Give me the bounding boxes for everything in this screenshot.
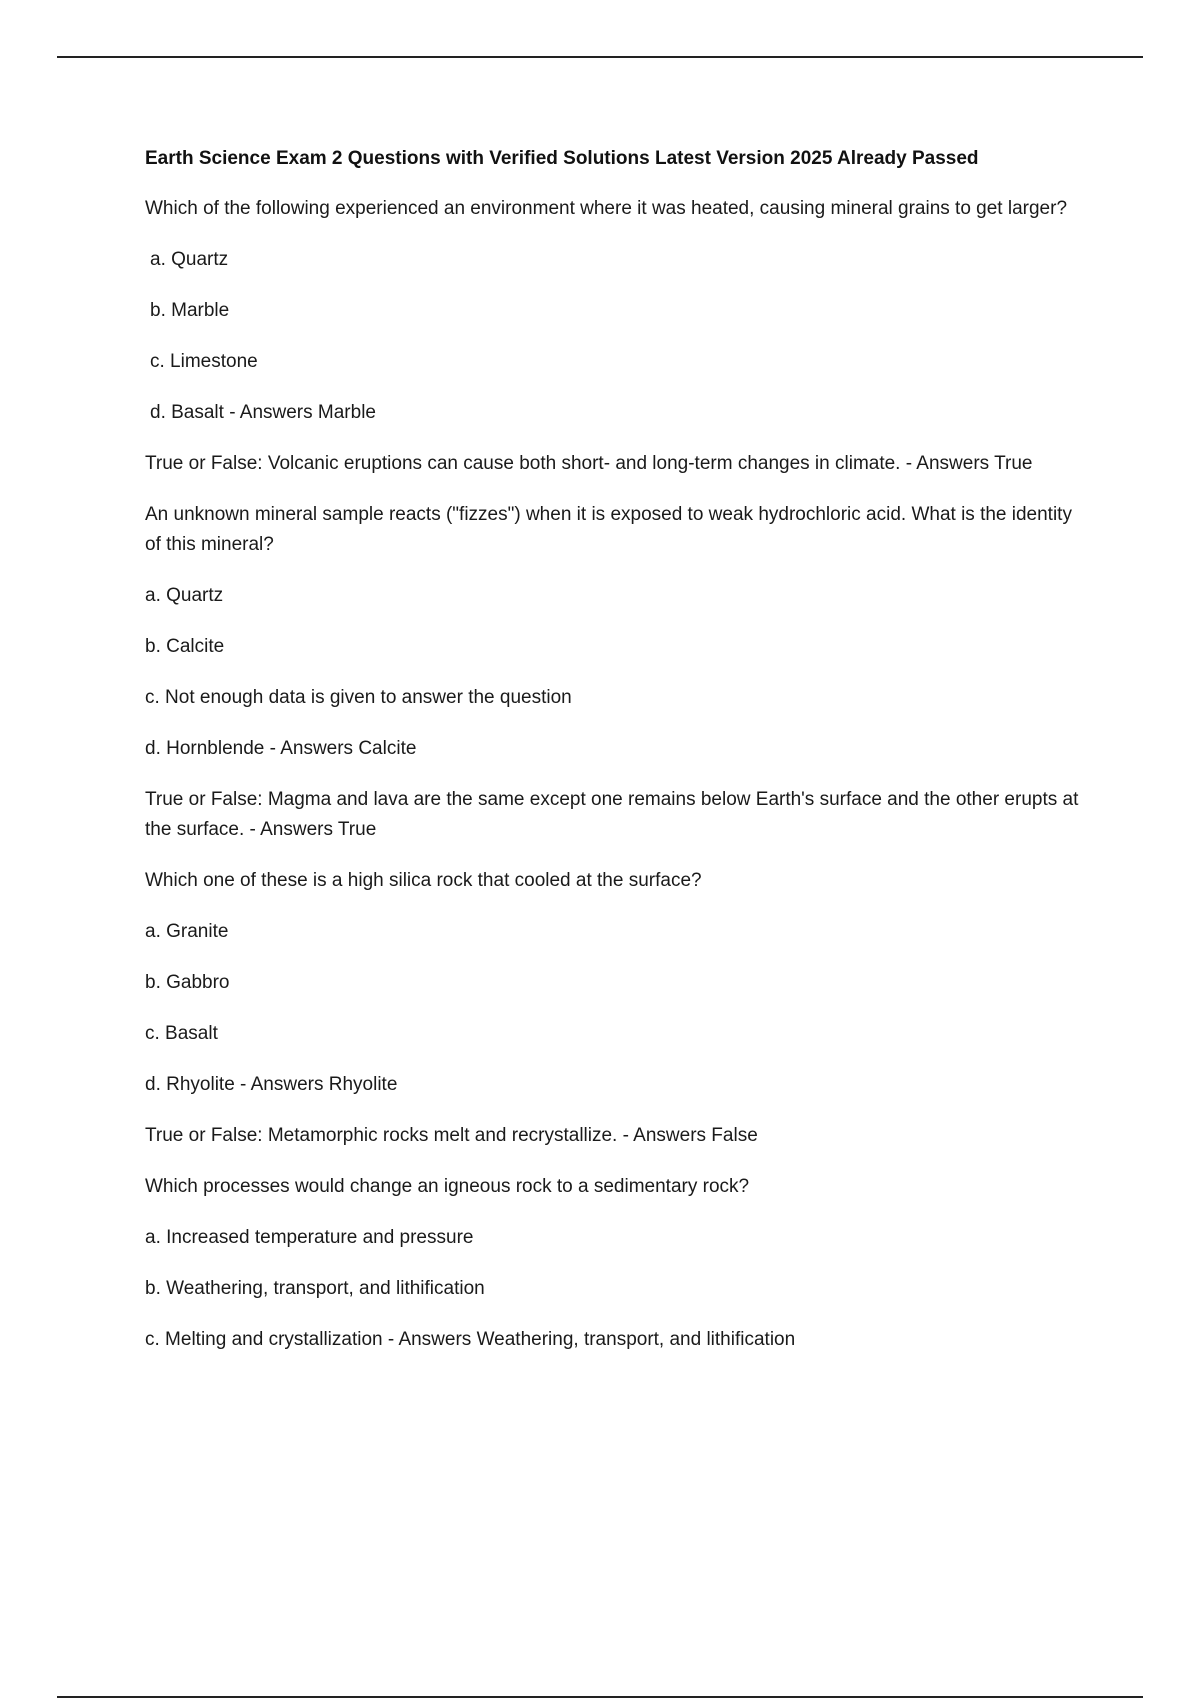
answer-option: b. Marble <box>150 300 230 321</box>
question-text: Which processes would change an igneous rock to a sedimentary rock? <box>145 1176 750 1197</box>
answer-option: d. Basalt - Answers Marble <box>150 402 376 423</box>
document-body <box>145 146 1080 1376</box>
answer-option: d. Rhyolite - Answers Rhyolite <box>145 1074 398 1095</box>
top-rule <box>57 56 1143 58</box>
answer-option: c. Basalt <box>145 1023 218 1044</box>
question-text: An unknown mineral sample reacts ("fizzes") when it is exposed to weak hydrochloric acid. What is the identity of this mineral? <box>145 504 1072 555</box>
question-text: Which of the following experienced an environment where it was heated, causing mineral grains to get larger? <box>145 198 1068 219</box>
question-text: True or False: Volcanic eruptions can cause both short- and long-term changes in climate. - Answers True <box>145 453 1033 474</box>
answer-option: b. Calcite <box>145 636 225 657</box>
answer-option: c. Limestone <box>150 351 258 372</box>
question-text: True or False: Metamorphic rocks melt and recrystallize. - Answers False <box>145 1125 758 1146</box>
answer-option: a. Granite <box>145 921 229 942</box>
answer-option: d. Hornblende - Answers Calcite <box>145 738 417 759</box>
answer-option: a. Quartz <box>145 585 224 606</box>
question-text: True or False: Magma and lava are the same except one remains below Earth's surface and the other erupts at the surface. - Answers True <box>145 789 1079 840</box>
question-text: Which one of these is a high silica rock that cooled at the surface? <box>145 870 702 891</box>
answer-option: a. Quartz <box>150 249 229 270</box>
answer-option: c. Not enough data is given to answer the question <box>145 687 572 708</box>
answer-option: a. Increased temperature and pressure <box>145 1227 474 1248</box>
document-title: Earth Science Exam 2 Questions with Verified Solutions Latest Version 2025 Already Passed <box>145 148 979 169</box>
answer-option: b. Weathering, transport, and lithification <box>145 1278 485 1299</box>
answer-option: b. Gabbro <box>145 972 230 993</box>
bottom-rule <box>57 1696 1143 1698</box>
answer-option: c. Melting and crystallization - Answers Weathering, transport, and lithification <box>145 1329 796 1350</box>
